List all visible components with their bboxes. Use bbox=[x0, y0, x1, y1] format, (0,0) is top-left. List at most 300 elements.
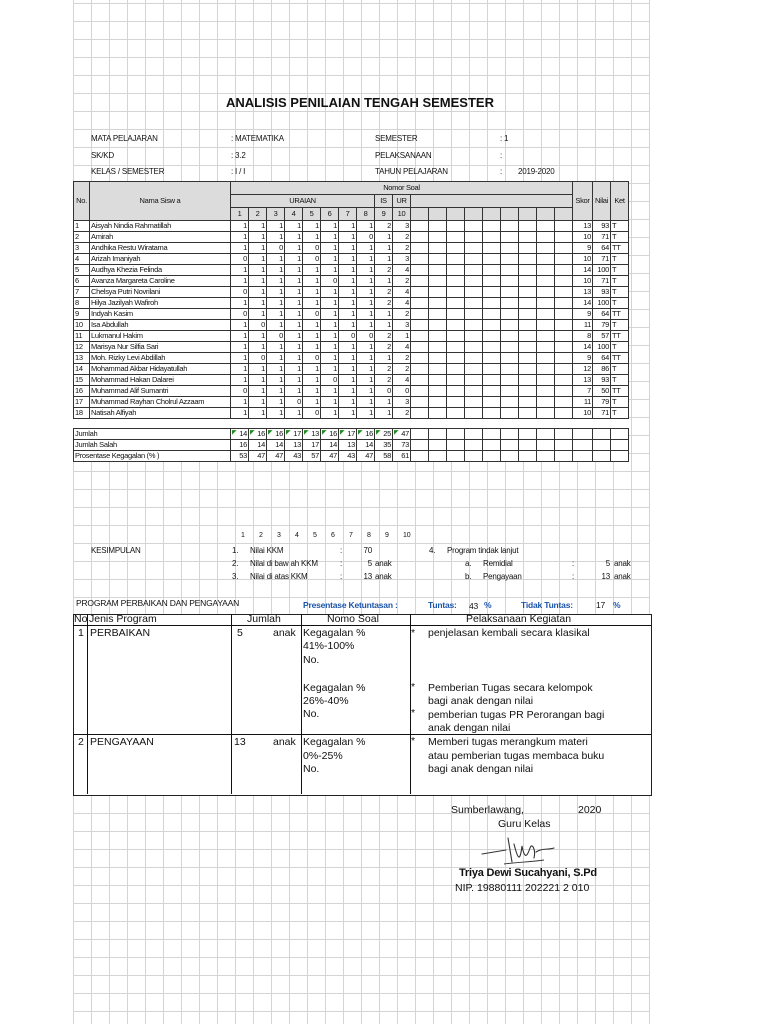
program-row-jenis: PERBAIKAN bbox=[90, 627, 151, 639]
program-item-text: Pengayaan bbox=[483, 572, 522, 581]
empty-cell bbox=[429, 298, 447, 309]
jumlah-row-value bbox=[339, 429, 357, 440]
empty-cell bbox=[465, 353, 483, 364]
empty-cell bbox=[483, 265, 501, 276]
empty-cell bbox=[519, 276, 537, 287]
score-cell: 1 bbox=[357, 408, 375, 419]
jumlah-salah-row-value bbox=[357, 440, 375, 451]
empty-cell bbox=[501, 243, 519, 254]
tidak-tuntas-value: 17 bbox=[596, 600, 606, 610]
empty-cell bbox=[537, 309, 555, 320]
empty-cell bbox=[483, 342, 501, 353]
footer-question-number: 6 bbox=[331, 532, 335, 539]
nomor-line: No. bbox=[303, 763, 320, 775]
score-cell: 1 bbox=[285, 408, 303, 419]
empty-cell bbox=[447, 298, 465, 309]
empty-cell bbox=[411, 386, 429, 397]
kesimpulan-colon: : bbox=[340, 559, 343, 568]
empty-cell bbox=[537, 397, 555, 408]
ur-header: UR bbox=[393, 195, 411, 208]
no-header: No. bbox=[74, 182, 90, 221]
question-number-cell: 10 bbox=[393, 208, 411, 221]
jumlah-row-number: 16 bbox=[275, 429, 283, 438]
signature-name: Triya Dewi Sucahyani, S.Pd bbox=[459, 867, 597, 879]
empty-cell bbox=[429, 440, 447, 451]
score-table bbox=[73, 181, 629, 462]
empty-cell bbox=[447, 221, 465, 232]
score-cell: 1 bbox=[267, 298, 285, 309]
empty-cell bbox=[555, 320, 573, 331]
empty-cell bbox=[429, 265, 447, 276]
score-cell: 1 bbox=[375, 408, 393, 419]
score-cell: 0 bbox=[267, 331, 285, 342]
empty-cell bbox=[483, 243, 501, 254]
score-cell: 2 bbox=[393, 232, 411, 243]
score-cell: 1 bbox=[267, 397, 285, 408]
score-cell: 0 bbox=[303, 408, 321, 419]
empty-cell bbox=[537, 265, 555, 276]
nilai-cell: 64 bbox=[593, 353, 611, 364]
tuntas-value: 43 bbox=[469, 601, 479, 611]
score-cell: 1 bbox=[267, 287, 285, 298]
question-number-cell: 6 bbox=[321, 208, 339, 221]
score-cell: 1 bbox=[375, 243, 393, 254]
score-cell: 1 bbox=[249, 298, 267, 309]
score-cell: 1 bbox=[339, 254, 357, 265]
student-no: 10 bbox=[74, 320, 90, 331]
kesimpulan-unit: anak bbox=[375, 559, 392, 568]
score-cell: 0 bbox=[357, 232, 375, 243]
score-cell: 1 bbox=[285, 243, 303, 254]
student-no: 16 bbox=[74, 386, 90, 397]
student-name: Lukmanul Hakim bbox=[90, 331, 231, 342]
nomor-line: No. bbox=[303, 654, 320, 666]
score-cell: 2 bbox=[375, 287, 393, 298]
score-cell: 1 bbox=[303, 298, 321, 309]
question-number-cell: 2 bbox=[249, 208, 267, 221]
score-cell: 2 bbox=[393, 353, 411, 364]
student-row bbox=[74, 309, 629, 320]
score-cell: 0 bbox=[303, 254, 321, 265]
program-row-unit: anak bbox=[273, 736, 296, 748]
kesimpulan-value: 13 bbox=[363, 572, 372, 581]
score-cell: 2 bbox=[375, 265, 393, 276]
empty-cell bbox=[429, 408, 447, 419]
program-row-no: 2 bbox=[78, 736, 84, 748]
score-cell: 1 bbox=[303, 397, 321, 408]
empty-cell bbox=[501, 397, 519, 408]
score-cell: 1 bbox=[249, 309, 267, 320]
empty-cell bbox=[501, 386, 519, 397]
empty-cell bbox=[483, 208, 501, 221]
score-cell: 1 bbox=[249, 221, 267, 232]
empty-cell bbox=[465, 208, 483, 221]
student-no: 1 bbox=[74, 221, 90, 232]
empty-cell bbox=[537, 276, 555, 287]
skor-cell: 10 bbox=[573, 232, 593, 243]
empty-cell bbox=[429, 353, 447, 364]
kegiatan-line: anak dengan nilai bbox=[428, 722, 511, 734]
empty-cell bbox=[555, 440, 573, 451]
score-cell: 1 bbox=[339, 287, 357, 298]
kesimpulan-unit: anak bbox=[375, 572, 392, 581]
score-cell: 1 bbox=[321, 342, 339, 353]
kesimpulan-text: Nilai KKM bbox=[250, 546, 284, 555]
skor-cell: 7 bbox=[573, 386, 593, 397]
nilai-cell: 71 bbox=[593, 232, 611, 243]
jumlah-row-value bbox=[249, 429, 267, 440]
nilai-cell: 64 bbox=[593, 243, 611, 254]
empty-cell bbox=[447, 451, 465, 462]
empty-cell bbox=[537, 254, 555, 265]
program-table bbox=[73, 614, 652, 796]
ket-cell: T bbox=[611, 254, 629, 265]
program-item-letter: a. bbox=[465, 559, 472, 568]
jumlah-salah-row-number: 17 bbox=[311, 440, 319, 449]
footer-question-number: 1 bbox=[241, 532, 245, 539]
score-cell: 1 bbox=[357, 309, 375, 320]
empty-cell bbox=[537, 440, 555, 451]
score-cell: 1 bbox=[321, 408, 339, 419]
empty-cell bbox=[483, 451, 501, 462]
empty-cell bbox=[519, 309, 537, 320]
kegiatan-line: atau pemberian tugas membaca buku bbox=[428, 750, 605, 762]
empty-cell bbox=[411, 375, 429, 386]
score-cell: 1 bbox=[357, 364, 375, 375]
score-cell: 1 bbox=[303, 232, 321, 243]
score-cell: 1 bbox=[339, 243, 357, 254]
score-cell: 1 bbox=[357, 375, 375, 386]
empty-cell bbox=[537, 408, 555, 419]
score-cell: 1 bbox=[339, 408, 357, 419]
student-name: Hilya Jazilyah Wafiroh bbox=[90, 298, 231, 309]
score-cell: 0 bbox=[249, 353, 267, 364]
skor-cell: 14 bbox=[573, 342, 593, 353]
nomor-line: 0%-25% bbox=[303, 750, 343, 762]
student-no: 9 bbox=[74, 309, 90, 320]
score-cell: 1 bbox=[375, 320, 393, 331]
score-cell: 1 bbox=[393, 331, 411, 342]
score-cell: 1 bbox=[267, 309, 285, 320]
empty-cell bbox=[519, 451, 537, 462]
empty-cell bbox=[447, 287, 465, 298]
score-cell: 1 bbox=[249, 276, 267, 287]
score-cell: 1 bbox=[231, 353, 249, 364]
student-name: Chelsya Putri Novrilani bbox=[90, 287, 231, 298]
score-cell: 1 bbox=[285, 375, 303, 386]
empty-cell bbox=[447, 353, 465, 364]
score-cell: 1 bbox=[321, 221, 339, 232]
tidak-tuntas-percent: % bbox=[613, 600, 621, 610]
empty-cell bbox=[465, 440, 483, 451]
empty-cell bbox=[519, 386, 537, 397]
skor-cell: 13 bbox=[573, 221, 593, 232]
empty-cell bbox=[537, 386, 555, 397]
empty-cell bbox=[465, 221, 483, 232]
score-cell: 1 bbox=[231, 320, 249, 331]
score-cell: 1 bbox=[231, 221, 249, 232]
student-no: 15 bbox=[74, 375, 90, 386]
score-cell: 1 bbox=[249, 386, 267, 397]
jumlah-salah-row-number: 14 bbox=[365, 440, 373, 449]
question-number-cell: 1 bbox=[231, 208, 249, 221]
jumlah-row-value bbox=[393, 429, 411, 440]
student-no: 5 bbox=[74, 265, 90, 276]
empty-cell bbox=[429, 232, 447, 243]
footer-question-number: 10 bbox=[403, 532, 411, 539]
score-cell: 1 bbox=[267, 254, 285, 265]
score-cell: 1 bbox=[321, 397, 339, 408]
score-cell: 0 bbox=[303, 353, 321, 364]
empty-cell bbox=[447, 309, 465, 320]
score-cell: 1 bbox=[339, 221, 357, 232]
skor-cell: 9 bbox=[573, 243, 593, 254]
empty-cell bbox=[501, 265, 519, 276]
empty-cell bbox=[519, 397, 537, 408]
prosentase-row-value bbox=[321, 451, 339, 462]
empty-cell bbox=[447, 208, 465, 221]
prosentase-row-value bbox=[267, 451, 285, 462]
score-cell: 1 bbox=[267, 364, 285, 375]
kesimpulan-colon: : bbox=[340, 546, 343, 555]
footer-question-number: 4 bbox=[295, 532, 299, 539]
score-cell: 1 bbox=[249, 408, 267, 419]
score-cell: 1 bbox=[357, 397, 375, 408]
empty-cell bbox=[429, 287, 447, 298]
nilai-cell: 100 bbox=[593, 342, 611, 353]
empty-cell bbox=[429, 320, 447, 331]
nomor-line: Kegagalan % bbox=[303, 627, 366, 639]
score-cell: 1 bbox=[321, 309, 339, 320]
empty-cell bbox=[483, 276, 501, 287]
prosentase-row-number: 43 bbox=[293, 451, 301, 460]
empty-cell bbox=[519, 254, 537, 265]
score-cell: 1 bbox=[375, 276, 393, 287]
empty-cell bbox=[519, 331, 537, 342]
student-name: Moh. Rizky Levi Abdillah bbox=[90, 353, 231, 364]
empty-cell bbox=[465, 408, 483, 419]
tahun-colon: : bbox=[500, 167, 503, 176]
empty-cell bbox=[411, 320, 429, 331]
ket-cell: T bbox=[611, 298, 629, 309]
tuntas-label: Tuntas: bbox=[428, 600, 457, 610]
empty-cell bbox=[555, 386, 573, 397]
score-cell: 1 bbox=[231, 298, 249, 309]
score-cell: 0 bbox=[321, 375, 339, 386]
empty-cell bbox=[555, 451, 573, 462]
question-number-cell: 8 bbox=[357, 208, 375, 221]
score-cell: 2 bbox=[393, 243, 411, 254]
is-header: IS bbox=[375, 195, 393, 208]
question-number-cell: 9 bbox=[375, 208, 393, 221]
jumlah-salah-row-value bbox=[285, 440, 303, 451]
empty-cell bbox=[483, 375, 501, 386]
empty-cell bbox=[465, 243, 483, 254]
program-row-divider bbox=[73, 734, 651, 735]
score-cell: 1 bbox=[249, 232, 267, 243]
kesimpulan-text: Nilai di atas KKM bbox=[250, 572, 308, 581]
score-cell: 3 bbox=[393, 221, 411, 232]
empty-cell bbox=[537, 375, 555, 386]
score-cell: 1 bbox=[321, 298, 339, 309]
prosentase-row-value bbox=[339, 451, 357, 462]
score-cell: 1 bbox=[285, 364, 303, 375]
skor-cell: 12 bbox=[573, 364, 593, 375]
nilai-cell: 93 bbox=[593, 287, 611, 298]
score-cell: 1 bbox=[339, 353, 357, 364]
score-cell: 1 bbox=[339, 342, 357, 353]
skor-cell: 13 bbox=[573, 287, 593, 298]
jumlah-salah-row-value bbox=[249, 440, 267, 451]
signature-role: Guru Kelas bbox=[498, 818, 551, 830]
jumlah-salah-row-number: 14 bbox=[275, 440, 283, 449]
kegiatan-line: Memberi tugas merangkum materi bbox=[428, 736, 588, 748]
score-cell: 2 bbox=[375, 375, 393, 386]
jumlah-row-value bbox=[267, 429, 285, 440]
score-cell: 1 bbox=[267, 353, 285, 364]
empty-cell bbox=[555, 243, 573, 254]
kegiatan-bullet: * bbox=[411, 707, 416, 719]
empty-cell bbox=[555, 429, 573, 440]
score-cell: 1 bbox=[339, 364, 357, 375]
student-row bbox=[74, 320, 629, 331]
cell-marker-icon: ◤ bbox=[358, 430, 363, 436]
jumlah-row-value bbox=[321, 429, 339, 440]
program-col-divider bbox=[410, 614, 411, 794]
score-cell: 1 bbox=[285, 221, 303, 232]
empty-cell bbox=[519, 375, 537, 386]
empty-cell bbox=[593, 429, 611, 440]
score-cell: 3 bbox=[393, 320, 411, 331]
score-cell: 1 bbox=[249, 364, 267, 375]
question-number-cell: 7 bbox=[339, 208, 357, 221]
jumlah-row-value bbox=[375, 429, 393, 440]
empty-cell bbox=[465, 232, 483, 243]
score-cell: 4 bbox=[393, 287, 411, 298]
score-cell: 1 bbox=[321, 331, 339, 342]
prosentase-row-number: 47 bbox=[257, 451, 265, 460]
score-cell: 0 bbox=[231, 309, 249, 320]
score-cell: 1 bbox=[321, 254, 339, 265]
score-cell: 1 bbox=[339, 276, 357, 287]
nilai-cell: 93 bbox=[593, 221, 611, 232]
nilai-cell: 71 bbox=[593, 276, 611, 287]
empty-cell bbox=[555, 232, 573, 243]
nilai-cell: 71 bbox=[593, 254, 611, 265]
jumlah-salah-row bbox=[74, 440, 629, 451]
nilai-cell: 86 bbox=[593, 364, 611, 375]
skor-cell: 11 bbox=[573, 320, 593, 331]
student-row bbox=[74, 397, 629, 408]
empty-cell bbox=[465, 331, 483, 342]
score-cell: 1 bbox=[231, 276, 249, 287]
program-heading: PROGRAM PERBAIKAN DAN PENGAYAAN bbox=[76, 598, 240, 608]
empty-cell bbox=[519, 298, 537, 309]
jumlah-row-number: 17 bbox=[347, 429, 355, 438]
score-cell: 1 bbox=[231, 265, 249, 276]
nomor-line: No. bbox=[303, 708, 320, 720]
cell-marker-icon: ◤ bbox=[232, 430, 237, 436]
student-no: 3 bbox=[74, 243, 90, 254]
program-row-unit: anak bbox=[273, 627, 296, 639]
empty-cell bbox=[447, 364, 465, 375]
prosentase-row-number: 61 bbox=[401, 451, 409, 460]
nilai-cell: 93 bbox=[593, 375, 611, 386]
prosentase-row-value bbox=[357, 451, 375, 462]
nilai-cell: 79 bbox=[593, 397, 611, 408]
empty-cell bbox=[501, 440, 519, 451]
kegiatan-line: bagi anak dengan nilai bbox=[428, 695, 534, 707]
score-cell: 1 bbox=[267, 320, 285, 331]
empty-cell bbox=[483, 287, 501, 298]
nilai-cell: 64 bbox=[593, 309, 611, 320]
student-row bbox=[74, 265, 629, 276]
ket-cell: T bbox=[611, 287, 629, 298]
score-cell: 1 bbox=[339, 320, 357, 331]
handwritten-signature bbox=[478, 832, 568, 872]
nilai-cell: 57 bbox=[593, 331, 611, 342]
empty-cell bbox=[501, 429, 519, 440]
score-cell: 3 bbox=[393, 254, 411, 265]
empty-cell bbox=[465, 451, 483, 462]
empty-cell bbox=[429, 451, 447, 462]
jumlah-salah-row-number: 14 bbox=[257, 440, 265, 449]
jumlah-salah-row-number: 73 bbox=[401, 440, 409, 449]
question-number-cell: 4 bbox=[285, 208, 303, 221]
kesimpulan-num: 1. bbox=[232, 546, 239, 555]
empty-cell bbox=[501, 364, 519, 375]
score-cell: 1 bbox=[303, 276, 321, 287]
score-cell: 1 bbox=[375, 397, 393, 408]
score-cell: 1 bbox=[321, 232, 339, 243]
empty-cell bbox=[411, 429, 429, 440]
student-row bbox=[74, 342, 629, 353]
nomor-line: 26%-40% bbox=[303, 695, 349, 707]
empty-cell bbox=[611, 440, 629, 451]
empty-cell bbox=[429, 254, 447, 265]
program-item-text: Remidial bbox=[483, 559, 513, 568]
tuntas-percent: % bbox=[484, 600, 492, 610]
empty-cell bbox=[411, 331, 429, 342]
score-cell: 0 bbox=[267, 243, 285, 254]
empty-cell bbox=[555, 364, 573, 375]
jumlah-row-number: 13 bbox=[311, 429, 319, 438]
score-cell: 1 bbox=[357, 254, 375, 265]
kegiatan-line: penjelasan kembali secara klasikal bbox=[428, 627, 590, 639]
empty-cell bbox=[447, 243, 465, 254]
prosentase-row-value bbox=[393, 451, 411, 462]
student-name: Indyah Kasim bbox=[90, 309, 231, 320]
empty-cell bbox=[537, 243, 555, 254]
empty-cell bbox=[465, 254, 483, 265]
score-cell: 1 bbox=[321, 265, 339, 276]
signature-nip: NIP. 19880111 202221 2 010 bbox=[455, 882, 590, 894]
empty-cell bbox=[447, 397, 465, 408]
empty-cell bbox=[519, 243, 537, 254]
empty-cell bbox=[501, 221, 519, 232]
score-cell: 1 bbox=[321, 320, 339, 331]
mata-pelajaran-value: : MATEMATIKA bbox=[231, 134, 284, 143]
prosentase-row-number: 47 bbox=[329, 451, 337, 460]
student-row bbox=[74, 364, 629, 375]
score-cell: 4 bbox=[393, 375, 411, 386]
empty-cell bbox=[429, 243, 447, 254]
jumlah-salah-row-value bbox=[339, 440, 357, 451]
score-cell: 4 bbox=[393, 298, 411, 309]
empty-cell bbox=[411, 243, 429, 254]
score-cell: 1 bbox=[339, 265, 357, 276]
program-tindak-num: 4. bbox=[429, 546, 436, 555]
